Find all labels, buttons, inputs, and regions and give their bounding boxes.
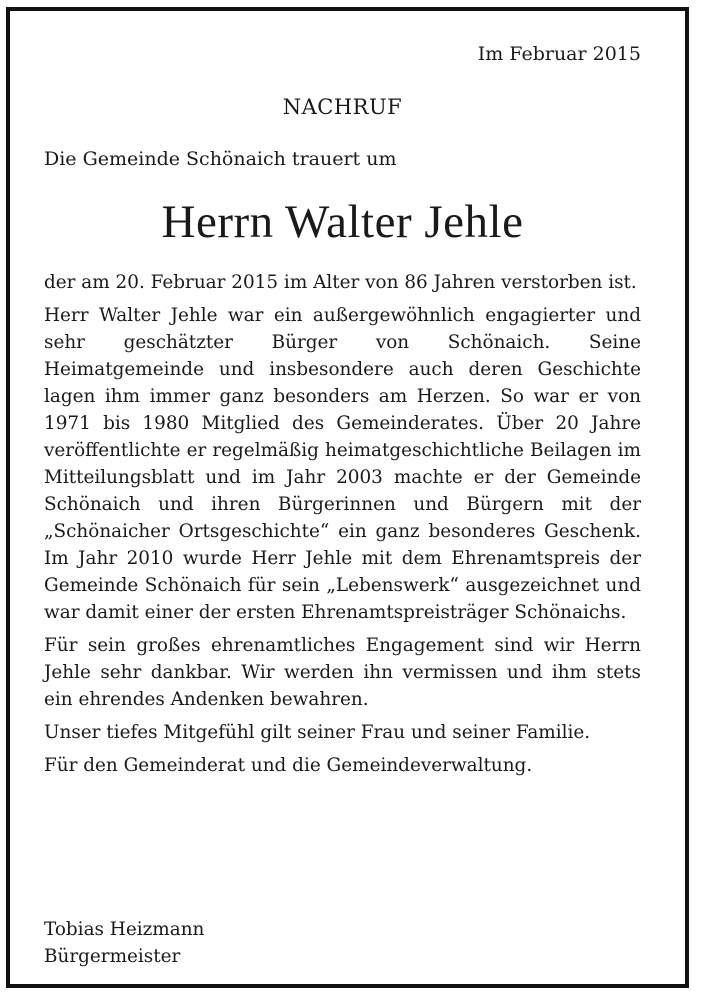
obituary-body <box>44 269 641 785</box>
deceased-name: Herrn Walter Jehle <box>161 196 524 248</box>
notice-date: Im Februar 2015 <box>477 43 641 65</box>
paragraph-on-behalf: Für den Gemeinderat und die Gemeindeverwaltung. <box>44 755 533 776</box>
obituary-frame <box>6 7 689 988</box>
notice-title: NACHRUF <box>282 95 403 119</box>
paragraph-death-notice: der am 20. Februar 2015 im Alter von 86 Jahren verstorben ist. <box>44 272 637 293</box>
signatory-role: Bürgermeister <box>44 946 181 967</box>
notice-intro: Die Gemeinde Schönaich trauert um <box>44 148 397 170</box>
paragraph-condolences: Unser tiefes Mitgefühl gilt seiner Frau und seiner Familie. <box>44 722 591 743</box>
paragraph-gratitude: Für sein großes ehrenamtliches Engagement sind wir Herrn Jehle sehr dankbar. Wir werden ihn vermissen und ihm stets ein ehrendes Andenken bewahren. <box>44 635 641 710</box>
paragraph-biography: Herr Walter Jehle war ein außergewöhnlich engagierter und sehr geschätzter Bürger von Schönaich. Seine Heimatgemeinde und insbesondere auch deren Geschichte lagen ihm immer ganz besonders am Herzen. So war er von 1971 bis 1980 Mitglied des Gemeinderates. Über 20 Jahre veröffentlichte er regelmäßig heimatgeschichtliche Beilagen im Mitteilungsblatt und im Jahr 2003 machte er der Gemeinde Schönaich und ihren Bürgerinnen und Bürgern mit der „Schönaicher Ortsgeschichte“ ein ganz besonderes Geschenk. Im Jahr 2010 wurde Herr Jehle mit dem Ehrenamtspreis der Gemeinde Schönaich für sein „Lebenswerk“ ausgezeichnet und war damit einer der ersten Ehrenamtspreisträger Schönaichs. <box>44 305 641 623</box>
signatory-name: Tobias Heizmann <box>44 919 205 940</box>
signature-block <box>44 916 204 970</box>
